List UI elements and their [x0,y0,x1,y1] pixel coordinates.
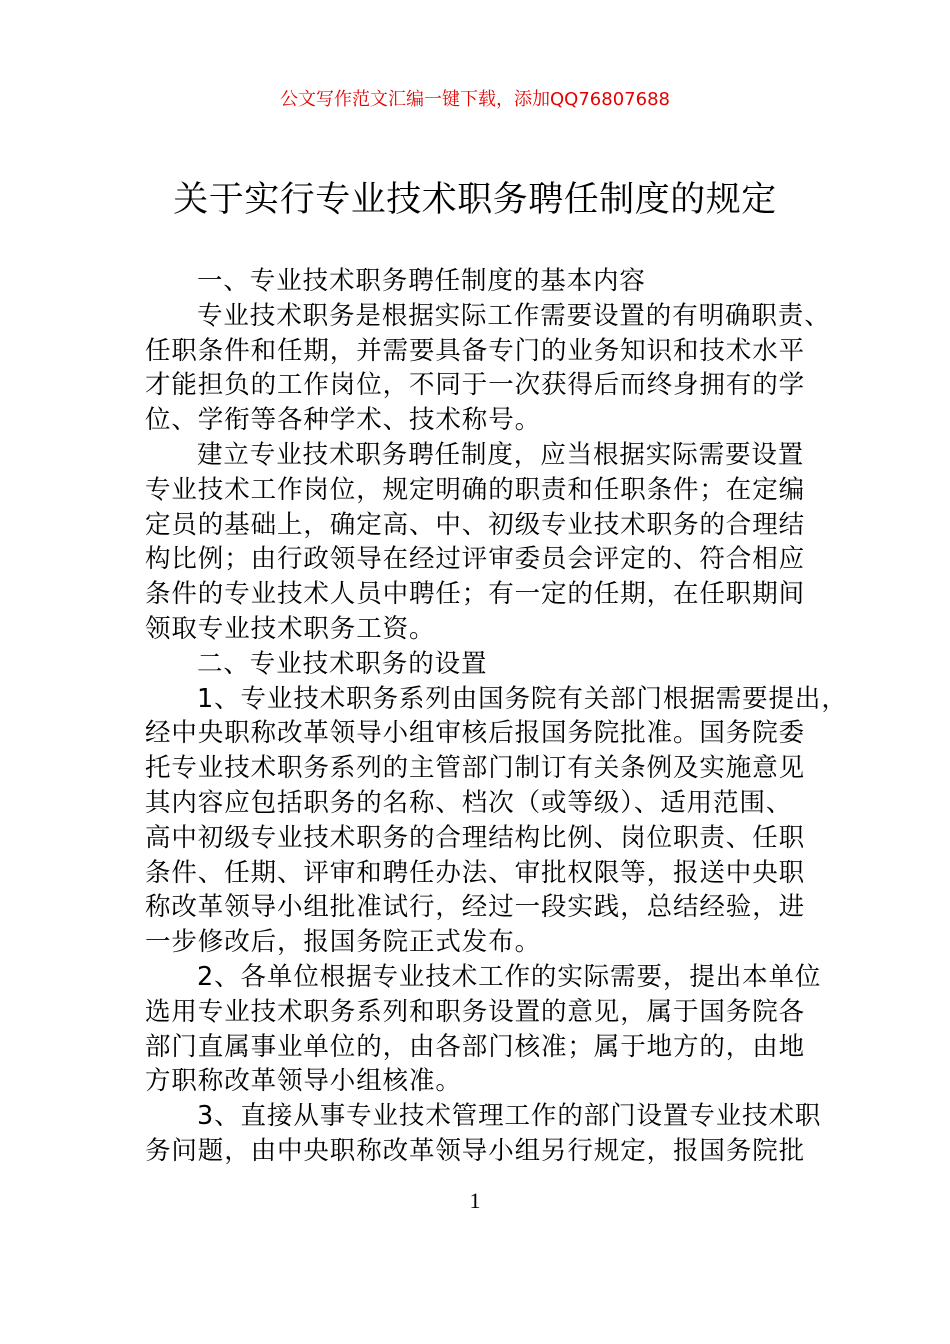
text-line: 托专业技术职务系列的主管部门制订有关条例及实施意见 [145,753,806,784]
text-line: 专业技术工作岗位，规定明确的职责和任职条件；在定编 [145,474,806,505]
text-line: 建立专业技术职务聘任制度，应当根据实际需要设置 [197,439,805,470]
text-line: 一步修改后，报国务院正式发布。 [145,927,542,958]
page-number: 1 [469,1188,481,1213]
text-line: 3、直接从事专业技术管理工作的部门设置专业技术职 [197,1101,822,1132]
text-line: 方职称改革领导小组核准。 [145,1066,462,1097]
document-body [145,264,848,1169]
download-header-notice: 公文写作范文汇编一键下载，添加QQ76807688 [280,89,670,110]
text-line: 高中初级专业技术职务的合理结构比例、岗位职责、任职 [145,822,806,853]
text-line: 1、专业技术职务系列由国务院有关部门根据需要提出， [197,683,848,714]
text-line: 任职条件和任期，并需要具备专门的业务知识和技术水平 [145,335,806,366]
text-line: 称改革领导小组批准试行，经过一段实践，总结经验，进 [145,892,806,923]
text-line: 一、专业技术职务聘任制度的基本内容 [197,266,646,296]
text-line: 才能担负的工作岗位，不同于一次获得后而终身拥有的学 [145,370,806,401]
text-line: 2、各单位根据专业技术工作的实际需要，提出本单位 [197,961,822,992]
text-line: 其内容应包括职务的名称、档次（或等级）、适用范围、 [145,787,793,818]
text-line: 专业技术职务是根据实际工作需要设置的有明确职责、 [197,300,831,331]
text-line: 条件的专业技术人员中聘任；有一定的任期，在任职期间 [145,579,806,610]
text-line: 构比例；由行政领导在经过评审委员会评定的、符合相应 [145,544,806,575]
text-line: 务问题，由中央职称改革领导小组另行规定，报国务院批 [145,1135,806,1166]
text-line: 条件、任期、评审和聘任办法、审批权限等，报送中央职 [145,857,806,888]
text-line: 二、专业技术职务的设置 [197,648,488,679]
text-line: 部门直属事业单位的，由各部门核准；属于地方的，由地 [145,1031,806,1062]
text-line: 选用专业技术职务系列和职务设置的意见，属于国务院各 [145,996,806,1027]
text-line: 位、学衔等各种学术、技术称号。 [145,405,542,436]
document-title: 关于实行专业技术职务聘任制度的规定 [173,180,777,220]
text-line: 领取专业技术职务工资。 [145,613,436,644]
text-line: 定员的基础上，确定高、中、初级专业技术职务的合理结 [145,509,806,540]
text-line: 经中央职称改革领导小组审核后报国务院批准。国务院委 [145,718,806,749]
